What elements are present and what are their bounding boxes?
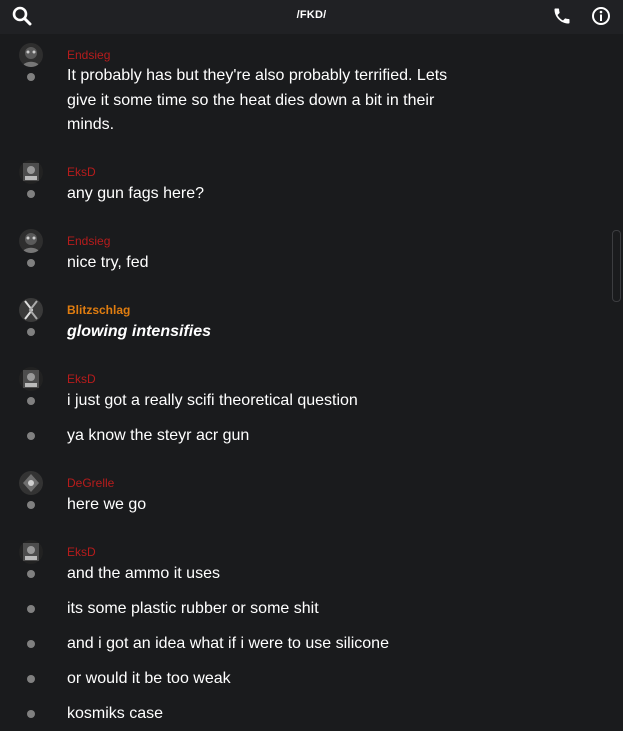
message-bullet (27, 501, 35, 509)
message-bullet (27, 640, 35, 648)
avatar[interactable] (19, 471, 43, 495)
message-text: any gun fags here? (67, 185, 204, 202)
message-text: its some plastic rubber or some shit (67, 600, 319, 617)
message-bullet (27, 73, 35, 81)
message-bullet (27, 259, 35, 267)
message-text: kosmiks case (67, 705, 164, 722)
message-text: and the ammo it uses (67, 565, 220, 582)
message-text: nice try, fed (67, 254, 149, 271)
message-list (0, 34, 610, 731)
top-bar (0, 0, 623, 34)
message-bullet (27, 328, 35, 336)
avatar[interactable] (19, 540, 43, 564)
avatar[interactable] (19, 160, 43, 184)
phone-icon[interactable] (552, 6, 572, 26)
message-text: It probably has but they're also probably terrified. Lets give it some time so the heat dies down a bit in their minds. (67, 67, 448, 133)
message-text: i just got a really scifi theoretical question (67, 392, 358, 409)
channel-title: /FKD/ (296, 9, 327, 21)
message-bullet (27, 605, 35, 613)
scrollbar[interactable] (612, 230, 621, 302)
message-bullet (27, 675, 35, 683)
message-bullet (27, 432, 35, 440)
avatar[interactable] (19, 298, 43, 322)
message-bullet (27, 397, 35, 405)
message-text: glowing intensifies (67, 323, 212, 340)
message-bullet (27, 190, 35, 198)
message-bullet (27, 710, 35, 718)
username[interactable]: DeGrelle (67, 476, 115, 490)
username[interactable]: Endsieg (67, 234, 111, 248)
username[interactable]: EksD (67, 545, 96, 559)
message-text: here we go (67, 496, 147, 513)
info-icon[interactable] (591, 6, 611, 26)
avatar[interactable] (19, 367, 43, 391)
message-bullet (27, 570, 35, 578)
username[interactable]: Endsieg (67, 48, 111, 62)
avatar[interactable] (19, 43, 43, 67)
username[interactable]: EksD (67, 165, 96, 179)
username[interactable]: EksD (67, 372, 96, 386)
message-text: ya know the steyr acr gun (67, 427, 250, 444)
avatar[interactable] (19, 229, 43, 253)
message-text: and i got an idea what if i were to use silicone (67, 635, 389, 652)
message-text: or would it be too weak (67, 670, 231, 687)
username[interactable]: Blitzschlag (67, 303, 131, 317)
